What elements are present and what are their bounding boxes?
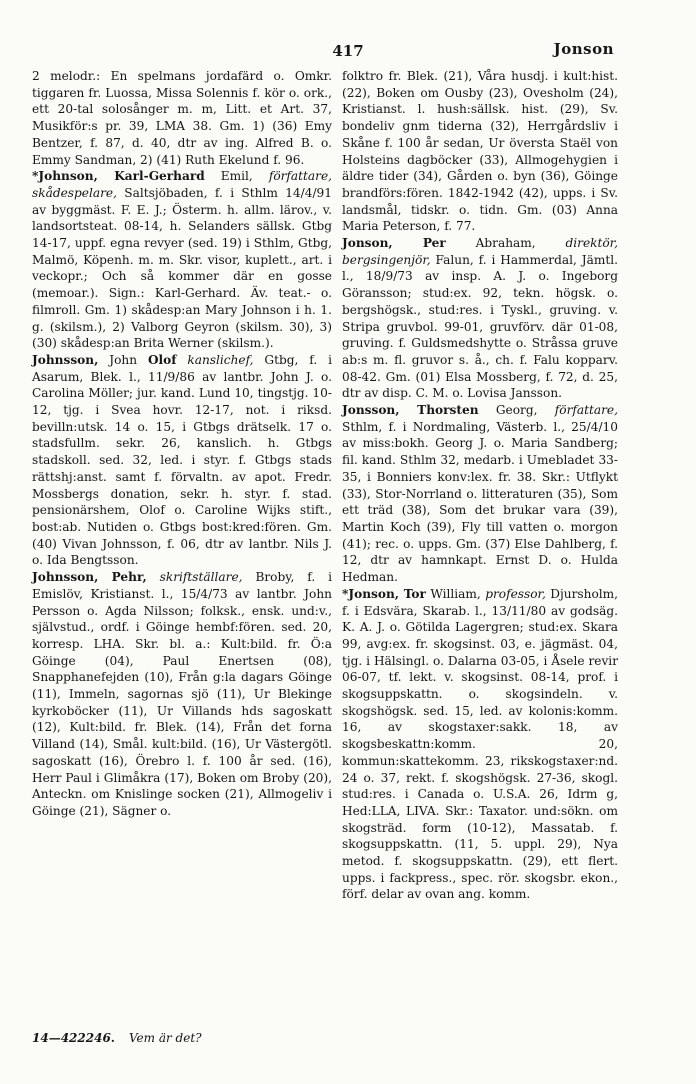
entry-johnson-karl-gerhard (32, 168, 332, 352)
entry-continuation (342, 68, 618, 235)
entry-name-tail (147, 570, 160, 584)
running-head: Jonson (553, 40, 614, 58)
entry-text: Sthlm, f. i Nordmaling, Västerb. l., 25/4/10 av miss:bokh. Georg J. o. Maria Sandberg; fil. kand. Sthlm 32, medarb. i Umebladet 33-35, i Bonniers konv:lex. fr. 38. Skr.: Utflykt (33), Stor-Norrland o. litteraturen (35), Som ett träd (38), Som det brukar vara (39), Martin Koch (39), Fly till vatten o. morgon (41); rec. o. upps. Gm. (37) Else Dahlberg, f. 12, dtr av hamnkapt. Ernst D. o. Hulda Hedman. (342, 419, 618, 585)
page-number: 417 (332, 42, 364, 60)
entry-text: folktro fr. Blek. (21), Våra husdj. i kult:hist. (22), Boken om Ousby (23), Ovesholm (24), Kristianst. l. hush:sällsk. hist. (29), Sv. bondeliv gnm tiderna (32), Herrgårdsliv i Skåne f. 100 år sedan, Ur översta Staël von Holsteins dagböcker (33), Allmogehygien i äldre tider (34), Gården o. byn (36), Göinge brandförs:fören. 1842-1942 (42), upps. i Sv. landsmål, tidskr. o. tidn. Gm. (03) Anna Maria Peterson, f. 77. (342, 69, 618, 234)
entry-name-given: Olof (147, 352, 177, 367)
entry-occupation: professor, (485, 586, 546, 601)
entry-occupation: skriftställare, (159, 570, 243, 585)
entry-occupation: direktör, bergsingenjör, (342, 236, 618, 267)
entry-name: Johnsson, Pehr, (32, 570, 147, 585)
signature-code: 14—422246. (32, 1031, 115, 1045)
entry-text: Saltsjöbaden, f. i Sthlm 14/4/91 av byggmäst. F. E. J.; Österm. h. allm. lärov., v. landsortsteat. 08-14, h. Selanders sällsk. Gtbg 14-17, uppf. egna revyer (sed. 19) i Sthlm, Gtbg, Malmö, Köpenh. m. m. Skr. visor, kuplett., art. i veckopr.; Och så kommer där en gosse (memoar.). Sign.: Karl-Gerhard. Äv. teat.- o. filmroll. Gm. 1) skådesp:an Mary Johnson i h. 1. g. (skilsm.), 2) Valborg Geyron (skilsm. 30), 3) (30) skådesp:an Brita Werner (skilsm.). (32, 185, 332, 351)
entry-name-tail: William, (425, 586, 486, 601)
entry-text: Falun, f. i Hammerdal, Jämtl. l., 18/9/73 av insp. A. J. o. Ingeborg Göransson; stud:ex. 92, tekn. högsk. o. bergshögsk., stud:res. i Tyskl., gruving. v. Stripa gruvbol. 99-01, gruvförv. där 01-08, gruving. f. Guldsmedshytte o. Stråssa gruve ab:s m. fl. gruvor s. å., ch. f. Falu kopparv. 08-42. Gm. (01) Elsa Mossberg, f. 72, d. 25, dtr av disp. C. M. o. Lovisa Jansson. (342, 252, 618, 401)
entry-name-tail: Emil, (204, 169, 269, 184)
book-title-note: Vem är det? (128, 1031, 202, 1045)
entry-jonsson-thorsten (342, 402, 618, 586)
entry-name-tail: Abraham, (445, 236, 566, 251)
entry-text: Djursholm, f. i Edsvära, Skarab. l., 13/11/80 av godsäg. K. A. J. o. Götilda Lagergren; stud:ex. Skara 99, avg:ex. fr. skogsinst. 03, e. jägmäst. 04, tjg. i Hälsingl. o. Dalarna 03-05, i Åsele revir 06-07, tf. lekt. v. skogsinst. 08-14, prof. i skogsuppskattn. o. skogsindeln. v. skogshögsk. sed. 15, led. av kolonis:komm. 16, av skogstaxer:sakk. 18, av skogsbeskattn:komm. 20, kommun:skattekomm. 23, rikskogstaxer:nd. 24 o. 37, rekt. f. skogshögsk. 27-36, skogl. stud:res. i Canada o. U.S.A. 26, Idrm g, Hed:LLA, LIVA. Skr.: Taxator. und:sökn. om skogsträd. form (10-12), Massatab. f. skogsuppskattn. (11, 5. uppl. 29), Nya metod. f. skogsuppskattn. (29), ett flert. upps. i fackpress., spec. rör. skogsbr. ekon., förf. delar av ovan ang. komm. (342, 586, 619, 902)
entry-name: Jonson, Per (342, 236, 446, 251)
entry-text: 2 melodr.: En spelmans jordafärd o. Omkr. tiggaren fr. Luossa, Missa Solennis f. kör o. ork., ett 20-tal solosånger m. m, Litt. et Art. 37, Musikför:s pr. 39, LMA 38. Gm. 1) (36) Emy Bentzer, f. 87, d. 40, dtr av ing. Alfred B. o. Emmy Sandman, 2) (41) Ruth Ekelund f. 96. (32, 69, 332, 167)
entry-occupation: författare, (554, 403, 618, 418)
entry-jonson-tor (342, 586, 618, 903)
entry-name: *Jonson, Tor (342, 586, 426, 601)
entry-text: Gtbg, f. i Asarum, Blek. l., 11/9/86 av lantbr. John J. o. Carolina Möller; jur. kand. Lund 10, tingstjg. 10-12, tjg. i Svea hovr. 12-17, not. i riksd. bevilln:utsk. 14 o. 15, i Gtbgs drätselk. 17 o. stadsfullm. sekr. 26, kanslich. h. Gtbgs stadskoll. sed. 32, led. i styr. f. Gtbgs stads rättshj:anst. samt f. förvaltn. av apot. Fredr. Mossbergs donation, sekr. h. styr. f. stad. pensionärshem, Olof o. Caroline Wijks stift., bost:ab. Nutiden o. Gtbgs bost:kred:fören. Gm. (40) Vivan Johnsson, f. 06, dtr av lantbr. Nils J. o. Ida Bengtsson. (32, 352, 332, 568)
entry-name: Jonsson, Thorsten (342, 403, 479, 418)
entry-johnsson-john-olof (32, 352, 332, 569)
right-column (342, 68, 618, 903)
page-footer (32, 1031, 202, 1045)
entry-occupation: kanslichef, (176, 352, 254, 367)
entry-text: Broby, f. i Emislöv, Kristianst. l., 15/4/73 av lantbr. John Persson o. Agda Nilsson; folksk., ensk. und:v., självstud., ordf. i Göinge hembf:fören. sed. 20, korresp. LHA. Skr. bl. a.: Kult:bild. fr. Ö:a Göinge (04), Paul Enertsen (08), Snapphanefejden (10), Från g:la dagars Göinge (11), Immeln, sagornas sjö (11), Ur Blekinge kyrkoböcker (11), Ur Villands hds sagoskatt (12), Kult:bild. fr. Blek. (14), Från det forna Villand (14), Smål. kult:bild. (16), Ur Västergötl. sagoskatt (16), Örebro l. f. 100 år sed. (16), Herr Paul i Glimåkra (17), Boken om Broby (20), Anteckn. om Knislinge socken (21), Allmogeliv i Göinge (21), Sägner o. (32, 570, 333, 818)
entry-occupation: författare, skådespelare, (32, 169, 333, 200)
entry-name-tail: Georg, (478, 403, 555, 418)
entry-name: Johnsson, (32, 352, 99, 367)
entry-name-tail: John (98, 352, 148, 367)
entry-jonson-per (342, 235, 618, 402)
entry-continuation (32, 68, 332, 168)
left-column (32, 68, 332, 820)
entry-johnsson-pehr (32, 569, 332, 820)
entry-name: *Johnson, Karl-Gerhard (32, 169, 205, 184)
